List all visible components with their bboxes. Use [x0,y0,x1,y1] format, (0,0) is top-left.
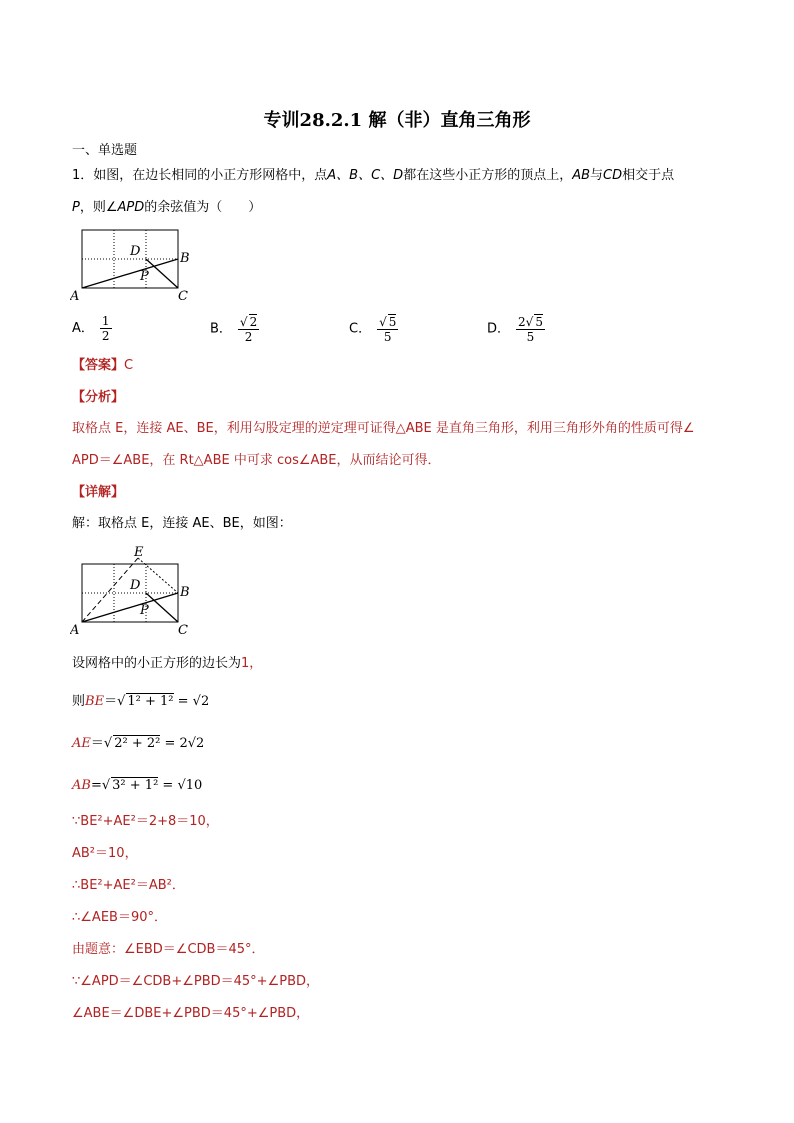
choice-b: B． $\frac{√ 2}{2}$ [210,315,258,344]
page-title: 专训28.2.1 解（非）直角三角形 [263,110,531,131]
detail-step-6: ∵∠APD＝∠CDB+∠PBD＝45°+∠PBD， [72,974,320,989]
analysis-line-2: APD＝∠ABE，在 Rt△ABE 中可求 cos∠ABE，从而结论可得． [72,453,441,468]
detail-step-4: ∴∠AEB＝90°． [72,910,167,925]
choice-a: A． $\frac{1}{2}$ [72,314,110,343]
segment-ab [82,593,178,622]
detail-step-1: ∵BE²+AE²＝2+8＝10， [72,814,219,829]
label-p: P [140,603,149,618]
analysis-label: 【分析】 [72,390,125,405]
label-a: A [70,623,80,636]
detail-step-5: 由题意：∠EBD＝∠CDB＝45°． [72,942,265,957]
detail-ae: AE＝√ 2² + 2² = 2√2 [72,736,205,751]
label-b: B [180,585,190,600]
detail-intro: 解：取格点 E，连接 AE、BE，如图： [72,516,292,531]
analysis-line-1: 取格点 E，连接 AE、BE，利用勾股定理的逆定理可证得△ABE 是直角三角形，利用三角形外角的性质可得∠ [72,421,695,436]
figure-grid-2 [70,544,190,636]
label-e: E [134,545,144,560]
segment-ab [82,259,178,288]
label-c: C [178,623,188,636]
choice-c: C． $\frac{√ 5}{5}$ [349,315,397,344]
label-b: B [180,251,190,266]
detail-label: 【详解】 [72,485,125,500]
detail-ab: AB=√ 3² + 1² = √10 [72,778,203,793]
detail-side-length: 设网格中的小正方形的边长为1， [72,656,263,671]
label-a: A [70,289,80,302]
choice-d: D． $\frac{2√ 5}{5}$ [487,315,543,344]
question-line-1: 1．如图，在边长相同的小正方形网格中，点A、B、C、D都在这些小正方形的顶点上，AB与CD相交于点 [72,168,675,183]
figure-grid-1 [70,226,190,302]
detail-step-7: ∠ABE＝∠DBE+∠PBD＝45°+∠PBD， [72,1006,310,1021]
answer-line: 【答案】C [72,358,134,373]
segment-eb [138,558,178,593]
detail-step-2: AB²＝10， [72,846,138,861]
label-d: D [130,244,141,259]
detail-be: 则BE＝√ 1² + 1² = √2 [72,694,210,709]
label-d: D [130,578,141,593]
label-c: C [178,289,188,302]
section-heading: 一、单选题 [72,143,138,158]
label-p: P [140,269,149,284]
detail-step-3: ∴BE²+AE²＝AB²． [72,878,185,893]
question-line-2: P，则∠APD的余弦值为（ ） [72,200,262,215]
